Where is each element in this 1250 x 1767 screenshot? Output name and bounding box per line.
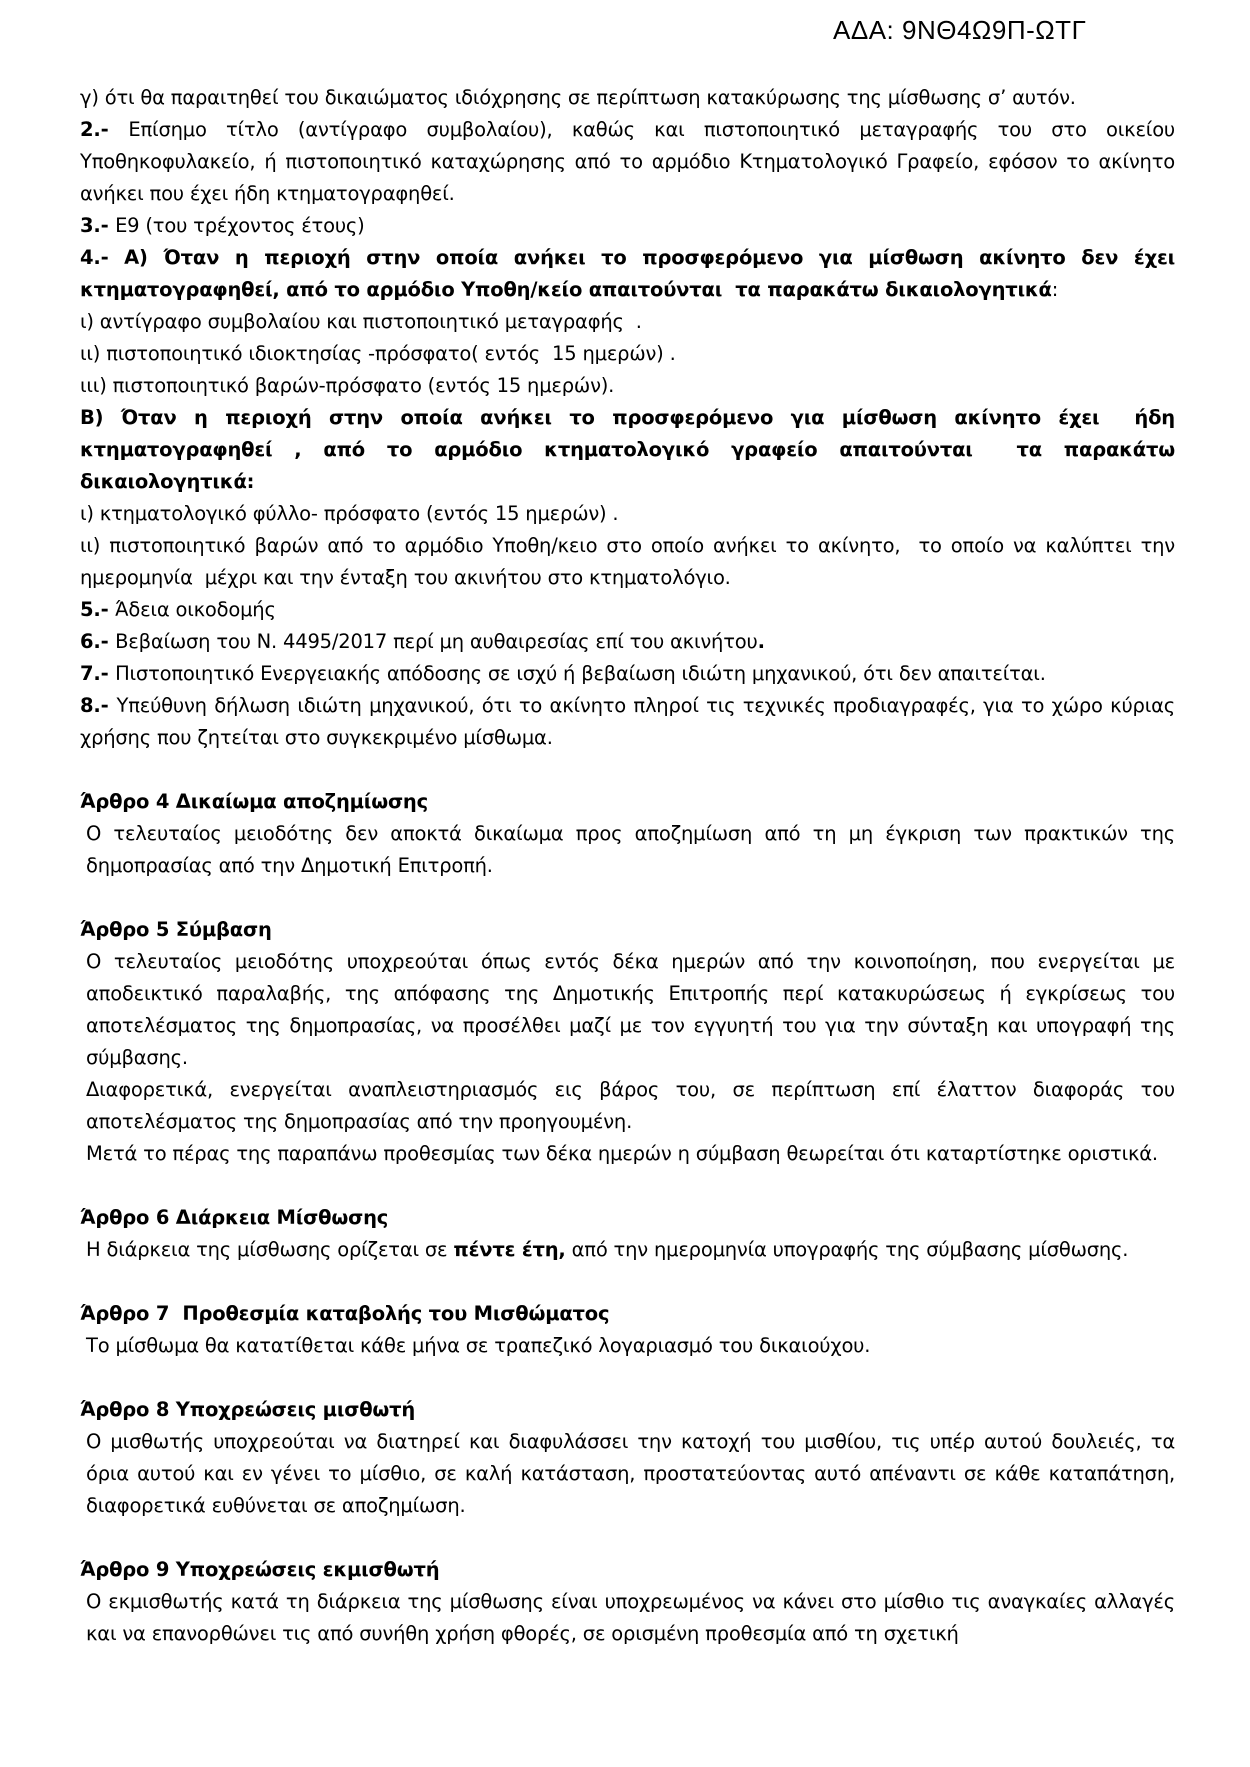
paragraph xyxy=(80,530,1175,594)
bold-text-run: Άρθρο 8 Υποχρεώσεις μισθωτή xyxy=(80,1398,416,1421)
text-run: Μετά το πέρας της παραπάνω προθεσμίας των δέκα ημερών η σύμβαση θεωρείται ότι καταρτίστηκε οριστικά. xyxy=(86,1142,1158,1165)
article-heading xyxy=(80,1298,1175,1330)
paragraph xyxy=(80,1234,1175,1266)
text-run: Ο εκμισθωτής κατά τη διάρκεια της μίσθωσης είναι υποχρεωμένος να κάνει στο μίσθιο τις αναγκαίες αλλαγές και να επανορθώνει τις από συνήθη χρήση φθορές, σε ορισμένη προθεσμία από τη σχετική xyxy=(86,1590,1175,1645)
paragraph xyxy=(80,1138,1175,1170)
text-run: Υπεύθυνη δήλωση ιδιώτη μηχανικού, ότι το ακίνητο πληροί τις τεχνικές προδιαγραφές, για το χώρο κύριας χρήσης που ζητείται στο συγκεκριμένο μίσθωμα. xyxy=(80,694,1176,749)
paragraph xyxy=(80,1586,1175,1650)
bold-text-run: . xyxy=(757,630,765,653)
bold-text-run: 2.- xyxy=(80,118,129,141)
article-heading xyxy=(80,1394,1175,1426)
bold-text-run: Άρθρο 6 Διάρκεια Μίσθωσης xyxy=(80,1206,389,1229)
text-run: ιι) πιστοποιητικό βαρών από το αρμόδιο Υποθη/κειο στο οποίο ανήκει το ακίνητο, το οποίο να καλύπτει την ημερομηνία μέχρι και την ένταξη του ακινήτου στο κτηματολόγιο. xyxy=(80,534,1175,589)
article-heading xyxy=(80,786,1175,818)
article-heading xyxy=(80,914,1175,946)
text-run: Επίσημο τίτλο (αντίγραφο συμβολαίου), καθώς και πιστοποιητικό μεταγραφής του στο οικείου Υποθηκοφυλακείο, ή πιστοποιητικό καταχώρησης από το αρμόδιο Κτηματολογικό Γραφείο, εφόσον το ακίνητο ανήκει που έχει ήδη κτηματογραφηθεί. xyxy=(80,118,1176,205)
document-body xyxy=(80,82,1175,1650)
bold-text-run: Άρθρο 7 Προθεσμία καταβολής του Μισθώματος xyxy=(80,1302,610,1325)
text-run: ιιι) πιστοποιητικό βαρών-πρόσφατο (εντός 15 ημερών). xyxy=(80,374,615,397)
text-run: ι) κτηματολογικό φύλλο- πρόσφατο (εντός 15 ημερών) . xyxy=(80,502,619,525)
bold-text-run: Άρθρο 4 Δικαίωμα αποζημίωσης xyxy=(80,790,428,813)
bold-text-run: πέντε έτη, xyxy=(453,1238,566,1261)
paragraph xyxy=(80,114,1175,210)
paragraph xyxy=(80,594,1175,626)
paragraph xyxy=(80,818,1175,882)
bold-text-run: 3.- xyxy=(80,214,116,237)
bold-text-run: 8.- xyxy=(80,694,117,717)
paragraph xyxy=(80,946,1175,1074)
bold-text-run: 7.- xyxy=(80,662,116,685)
text-run: Ε9 (του τρέχοντος έτους) xyxy=(115,214,365,237)
text-run: Ο τελευταίος μειοδότης δεν αποκτά δικαίωμα προς αποζημίωση από τη μη έγκριση των πρακτικών της δημοπρασίας από την Δημοτική Επιτροπή. xyxy=(86,822,1175,877)
paragraph xyxy=(80,690,1175,754)
text-run: Η διάρκεια της μίσθωσης ορίζεται σε xyxy=(86,1238,454,1261)
bold-text-run: Άρθρο 5 Σύμβαση xyxy=(80,918,272,941)
bold-text-run: 6.- xyxy=(80,630,116,653)
text-run: ι) αντίγραφο συμβολαίου και πιστοποιητικό μεταγραφής . xyxy=(80,310,642,333)
paragraph xyxy=(80,1330,1175,1362)
article-heading xyxy=(80,1202,1175,1234)
text-run: Άδεια οικοδομής xyxy=(115,598,276,621)
ada-code-label: ΑΔΑ: 9ΝΘ4Ω9Π-ΩΤΓ xyxy=(833,15,1087,45)
text-run: Το μίσθωμα θα κατατίθεται κάθε μήνα σε τραπεζικό λογαριασμό του δικαιούχου. xyxy=(86,1334,871,1357)
paragraph xyxy=(80,626,1175,658)
text-run: Ο μισθωτής υποχρεούται να διατηρεί και διαφυλάσσει την κατοχή του μισθίου, τις υπέρ αυτού δουλειές, τα όρια αυτού και εν γένει το μίσθιο, σε καλή κατάσταση, προστατεύοντας αυτό απέναντι σε κάθε καταπάτηση, διαφορετικά ευθύνεται σε αποζημίωση. xyxy=(86,1430,1175,1517)
bold-text-run: 5.- xyxy=(80,598,116,621)
paragraph xyxy=(80,210,1175,242)
bold-text-run: Άρθρο 9 Υποχρεώσεις εκμισθωτή xyxy=(80,1558,440,1581)
paragraph xyxy=(80,306,1175,338)
text-run: γ) ότι θα παραιτηθεί του δικαιώματος ιδιόχρησης σε περίπτωση κατακύρωσης της μίσθωσης σ’ αυτόν. xyxy=(80,86,1076,109)
text-run: Ο τελευταίος μειοδότης υποχρεούται όπως εντός δέκα ημερών από την κοινοποίηση, που ενεργείται με αποδεικτικό παραλαβής, της απόφασης της Δημοτικής Επιτροπής περί κατακυρώσεως ή εγκρίσεως του αποτελέσματος της δημοπρασίας, να προσέλθει μαζί με τον εγγυητή του για την σύνταξη και υπογραφή της σύμβασης. xyxy=(86,950,1175,1069)
paragraph xyxy=(80,498,1175,530)
paragraph xyxy=(80,658,1175,690)
text-run: από την ημερομηνία υπογραφής της σύμβασης μίσθωσης. xyxy=(565,1238,1129,1261)
paragraph xyxy=(80,82,1175,114)
text-run: Διαφορετικά, ενεργείται αναπλειστηριασμός εις βάρος του, σε περίπτωση επί έλαττον διαφοράς του αποτελέσματος της δημοπρασίας από την προηγουμένη. xyxy=(86,1078,1175,1133)
paragraph xyxy=(80,370,1175,402)
bold-text-run: Β) Όταν η περιοχή στην οποία ανήκει το προσφερόμενο για μίσθωση ακίνητο έχει ήδη κτηματογραφηθεί , από το αρμόδιο κτηματολογικό γραφείο απαιτούνται τα παρακάτω δικαιολογητικά: xyxy=(80,406,1175,493)
text-run: ιι) πιστοποιητικό ιδιοκτησίας -πρόσφατο( εντός 15 ημερών) . xyxy=(80,342,676,365)
paragraph xyxy=(80,402,1175,498)
paragraph xyxy=(80,1074,1175,1138)
text-run: : xyxy=(1051,278,1059,301)
article-heading xyxy=(80,1554,1175,1586)
bold-text-run: 4.- Α) Όταν η περιοχή στην οποία ανήκει το προσφερόμενο για μίσθωση ακίνητο δεν έχει κτηματογραφηθεί, από το αρμόδιο Υποθη/κείο απαιτούνται τα παρακάτω δικαιολογητικά xyxy=(80,246,1175,301)
paragraph xyxy=(80,338,1175,370)
text-run: Βεβαίωση του Ν. 4495/2017 περί μη αυθαιρεσίας επί του ακινήτου xyxy=(115,630,758,653)
paragraph xyxy=(80,1426,1175,1522)
text-run: Πιστοποιητικό Ενεργειακής απόδοσης σε ισχύ ή βεβαίωση ιδιώτη μηχανικού, ότι δεν απαιτείται. xyxy=(115,662,1046,685)
paragraph xyxy=(80,242,1175,306)
